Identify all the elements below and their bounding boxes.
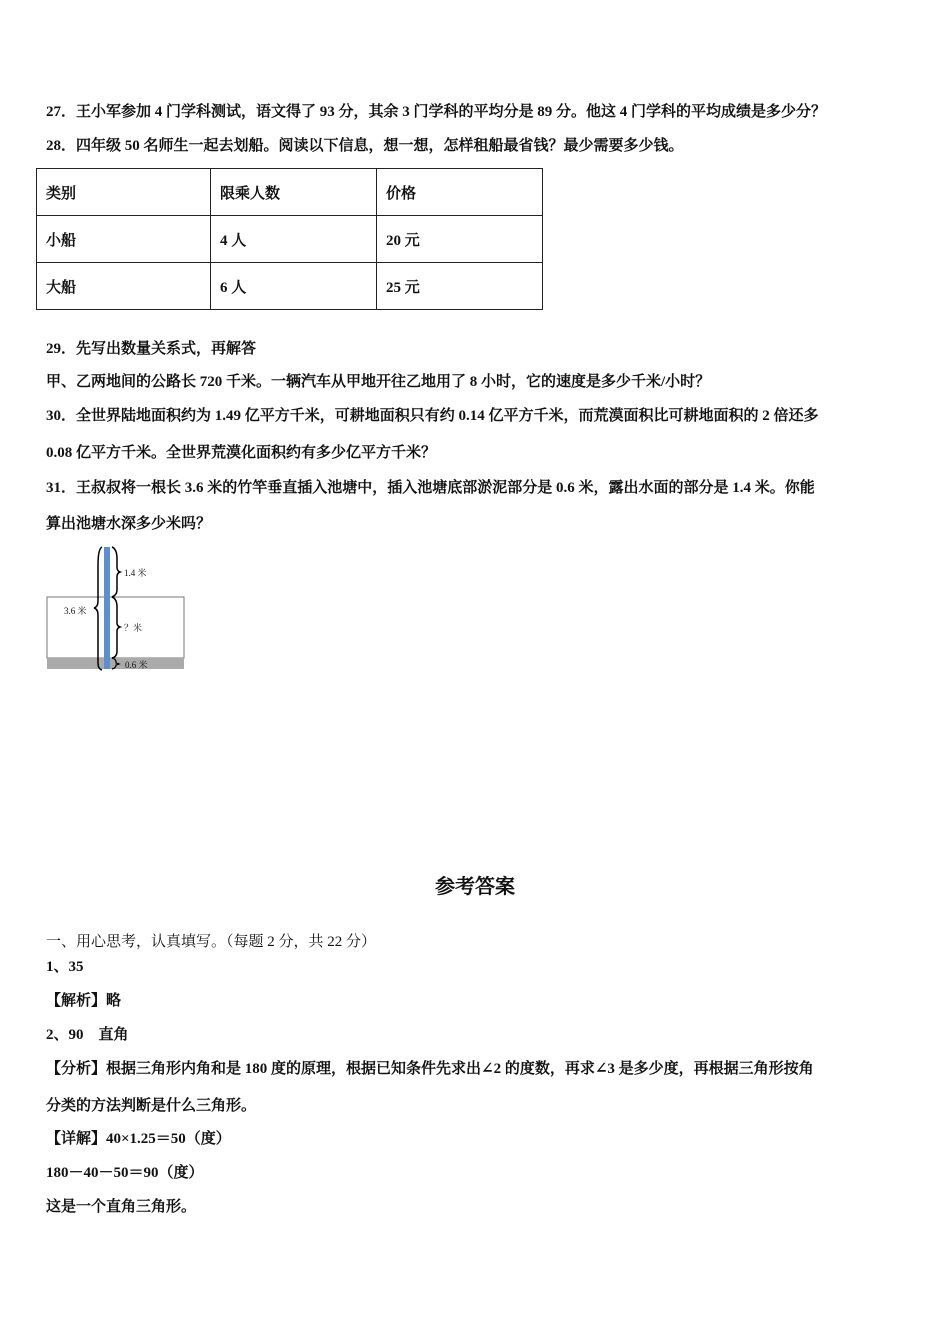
table-header-row [37,169,543,216]
answer-2-detail: 【详解】40×1.25＝50（度） [46,1131,231,1147]
answer-1-note: 【解析】略 [46,993,122,1009]
table-cell: 20 元 [377,216,543,263]
table-cell: 小船 [37,216,211,263]
question-29: 29．先写出数量关系式，再解答 [46,341,257,357]
answer-section-heading: 一、用心思考，认真填写。（每题 2 分，共 22 分） [46,934,377,950]
boat-table [36,168,543,310]
table-cell: 大船 [37,263,211,310]
table-header: 价格 [377,169,543,216]
table-cell: 4 人 [211,216,377,263]
table-cell: 6 人 [211,263,377,310]
table-row [37,263,543,310]
label-water-depth: ？米 [124,623,143,633]
answer-2-analysis: 【分析】根据三角形内角和是 180 度的原理，根据已知条件先求出∠2 的度数，再求∠3 是多少度，再根据三角形按角 [46,1061,814,1077]
answer-2: 2、90 直角 [46,1027,129,1043]
answer-1: 1、35 [46,959,84,975]
label-mud-depth: 0.6 米 [125,660,148,670]
label-total-length: 3.6 米 [64,606,87,616]
answers-title: 参考答案 [435,876,515,898]
answer-2-calc: 180－40－50＝90（度） [46,1165,204,1181]
question-27: 27．王小军参加 4 门学科测试，语文得了 93 分，其余 3 门学科的平均分是 89 分。他这 4 门学科的平均成绩是多少分？ [46,104,827,120]
question-31: 31．王叔叔将一根长 3.6 米的竹竿垂直插入池塘中，插入池塘底部淤泥部分是 0.6 米，露出水面的部分是 1.4 米。你能 [46,480,815,496]
answer-2-analysis-cont: 分类的方法判断是什么三角形。 [46,1098,257,1114]
pond-figure [44,545,189,680]
question-31-cont: 算出池塘水深多少米吗？ [46,516,212,532]
table-cell: 25 元 [377,263,543,310]
question-30: 30．全世界陆地面积约为 1.49 亿平方千米，可耕地面积只有约 0.14 亿平方千米，而荒漠面积比可耕地面积的 2 倍还多 [46,408,819,424]
question-29-text: 甲、乙两地间的公路长 720 千米。一辆汽车从甲地开往乙地用了 8 小时，它的速度是多少千米/小时？ [46,374,711,390]
label-above-water: 1.4 米 [124,568,147,578]
table-header: 类别 [37,169,211,216]
table-row [37,216,543,263]
question-30-cont: 0.08 亿平方千米。全世界荒漠化面积约有多少亿平方千米？ [46,445,437,461]
answer-2-conclusion: 这是一个直角三角形。 [46,1199,197,1215]
table-header: 限乘人数 [211,169,377,216]
question-28: 28．四年级 50 名师生一起去划船。阅读以下信息，想一想，怎样租船最省钱？最少需要多少钱。 [46,138,684,154]
